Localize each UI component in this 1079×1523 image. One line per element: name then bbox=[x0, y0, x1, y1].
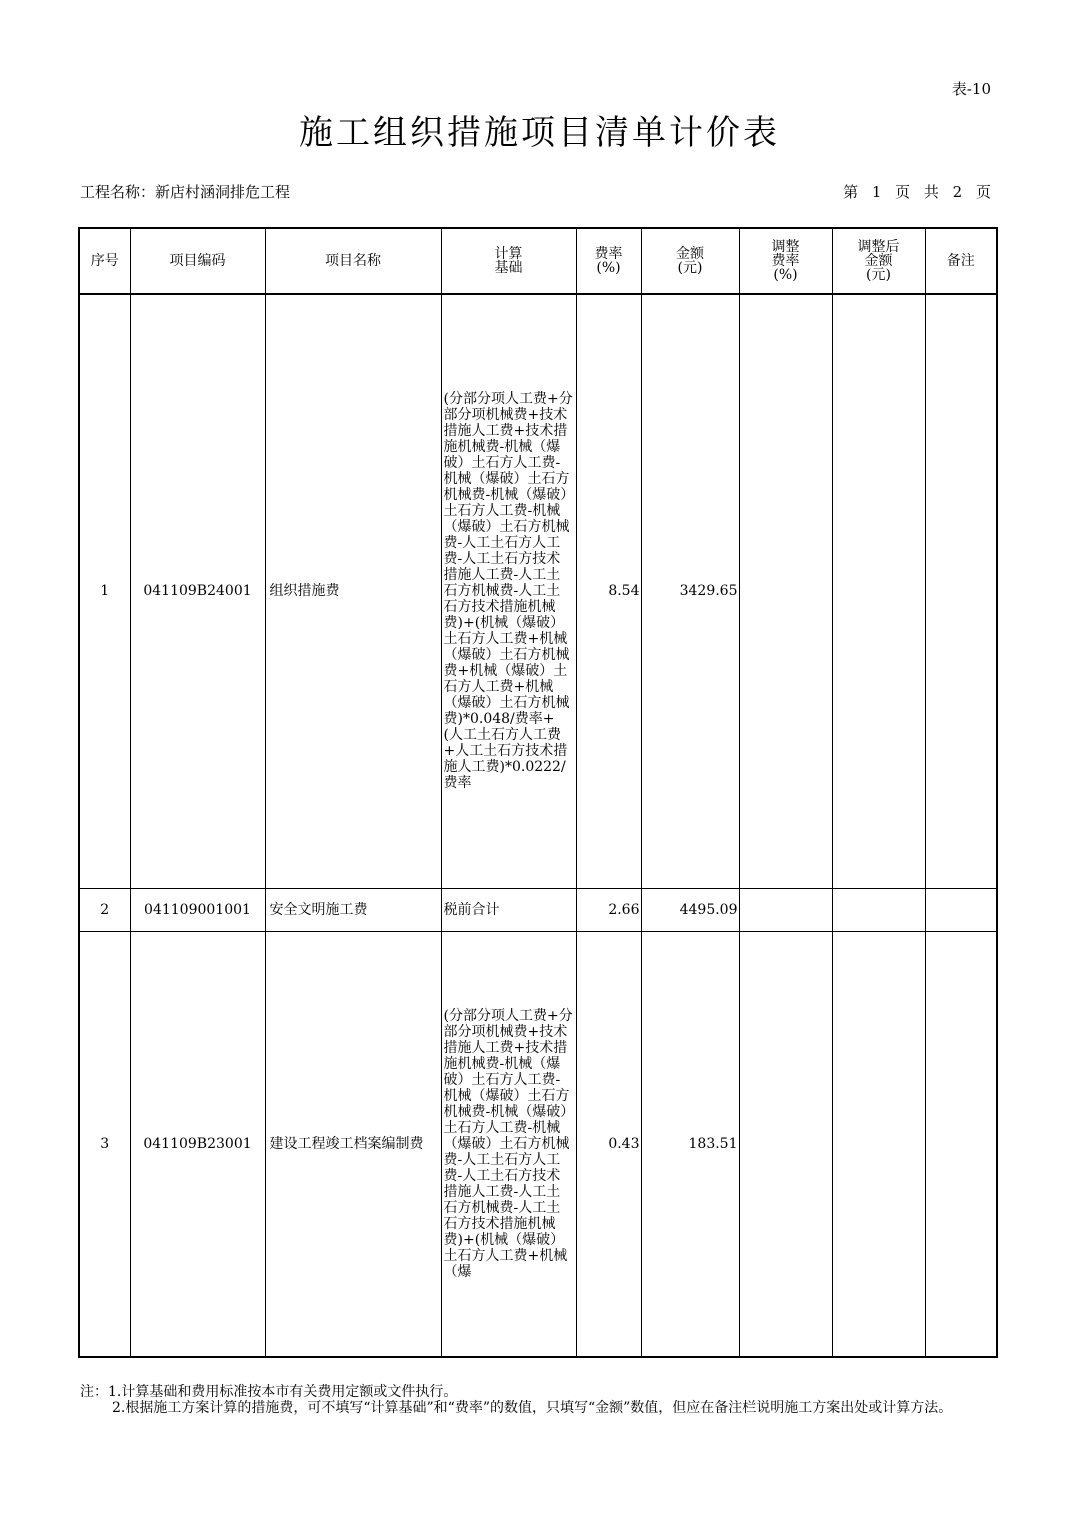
header-adj-rate-line2: 费率 bbox=[771, 253, 800, 269]
cell-amount: 4495.09 bbox=[641, 888, 739, 931]
cell-code: 041109B23001 bbox=[130, 931, 265, 1357]
footnotes bbox=[80, 1384, 980, 1416]
header-adj-amount-line1: 调整后 bbox=[857, 239, 900, 255]
cell-remark bbox=[925, 294, 997, 888]
table-row bbox=[79, 931, 997, 1357]
header-basis-line2: 基础 bbox=[494, 260, 523, 276]
cell-seq: 1 bbox=[79, 294, 130, 888]
header-basis-line1: 计算 bbox=[494, 246, 523, 262]
cell-remark bbox=[925, 931, 997, 1357]
header-adj-rate-line1: 调整 bbox=[771, 239, 800, 255]
header-amount-line2: (元) bbox=[677, 260, 703, 276]
cell-basis: 税前合计 bbox=[441, 888, 576, 931]
cell-name: 组织措施费 bbox=[265, 294, 441, 888]
cell-rate: 0.43 bbox=[576, 931, 641, 1357]
cell-seq: 3 bbox=[79, 931, 130, 1357]
cell-name: 建设工程竣工档案编制费 bbox=[265, 931, 441, 1357]
cell-rate: 2.66 bbox=[576, 888, 641, 931]
header-remark: 备注 bbox=[925, 228, 997, 294]
table-row bbox=[79, 294, 997, 888]
cell-seq: 2 bbox=[79, 888, 130, 931]
header-basis bbox=[441, 228, 576, 294]
cell-remark bbox=[925, 888, 997, 931]
cell-adjusted-amount bbox=[832, 931, 925, 1357]
page-title: 施工组织措施项目清单计价表 bbox=[299, 113, 780, 153]
cell-adjusted-amount bbox=[832, 294, 925, 888]
header-rate-line1: 费率 bbox=[594, 246, 623, 262]
header-adj-amount-line3: (元) bbox=[866, 267, 891, 283]
cell-adjusted-rate bbox=[739, 931, 832, 1357]
page-indicator: 第 1 页 共 2 页 bbox=[843, 183, 991, 201]
footnote-1: 注：1.计算基础和费用标准按本市有关费用定额或文件执行。 bbox=[80, 1384, 458, 1400]
cell-basis: (分部分项人工费+分部分项机械费+技术措施人工费+技术措施机械费-机械（爆破）土石方人工费-机械（爆破）土石方机械费-机械（爆破）土石方人工费-机械（爆破）土石方机械费-人工土石方人工费-人工土石方技术措施人工费-人工土石方机械费-人工土石方技术措施机械费)+(机械（爆破）土石方人工费+机械（爆破）土石方机械费+机械（爆破）土石方人工费+机械（爆破）土石方机械费)*0.048/费率+(人工土石方人工费+人工土石方技术措施人工费)*0.0222/费率 bbox=[441, 294, 576, 888]
cell-code: 041109B24001 bbox=[130, 294, 265, 888]
footnote-2: 2.根据施工方案计算的措施费，可不填写“计算基础”和“费率”的数值，只填写“金额”数值，但应在备注栏说明施工方案出处或计算方法。 bbox=[112, 1400, 953, 1416]
header-code: 项目编码 bbox=[130, 228, 265, 294]
form-number: 表-10 bbox=[951, 80, 991, 98]
cell-adjusted-rate bbox=[739, 294, 832, 888]
cell-basis: (分部分项人工费+分部分项机械费+技术措施人工费+技术措施机械费-机械（爆破）土石方人工费-机械（爆破）土石方机械费-机械（爆破）土石方人工费-机械（爆破）土石方机械费-人工土石方人工费-人工土石方技术措施人工费-人工土石方机械费-人工土石方技术措施机械费)+(机械（爆破）土石方人工费+机械（爆 bbox=[441, 931, 576, 1357]
table-row bbox=[79, 888, 997, 931]
header-amount-line1: 金额 bbox=[676, 246, 704, 262]
cell-amount: 183.51 bbox=[641, 931, 739, 1357]
measures-price-table bbox=[78, 227, 998, 1358]
header-seq: 序号 bbox=[79, 228, 130, 294]
cell-amount: 3429.65 bbox=[641, 294, 739, 888]
project-name: 工程名称：新店村涵洞排危工程 bbox=[80, 183, 291, 201]
cell-rate: 8.54 bbox=[576, 294, 641, 888]
header-adj-rate-line3: (%) bbox=[773, 267, 798, 283]
header-amount bbox=[641, 228, 739, 294]
cell-adjusted-amount bbox=[832, 888, 925, 931]
cell-name: 安全文明施工费 bbox=[265, 888, 441, 931]
header-adjusted-rate bbox=[739, 228, 832, 294]
cell-code: 041109001001 bbox=[130, 888, 265, 931]
header-adj-amount-line2: 金额 bbox=[864, 253, 893, 269]
cell-adjusted-rate bbox=[739, 888, 832, 931]
header-name: 项目名称 bbox=[265, 228, 441, 294]
header-rate-line2: (%) bbox=[596, 260, 621, 276]
table-header-row bbox=[79, 228, 997, 294]
header-adjusted-amount bbox=[832, 228, 925, 294]
header-rate bbox=[576, 228, 641, 294]
